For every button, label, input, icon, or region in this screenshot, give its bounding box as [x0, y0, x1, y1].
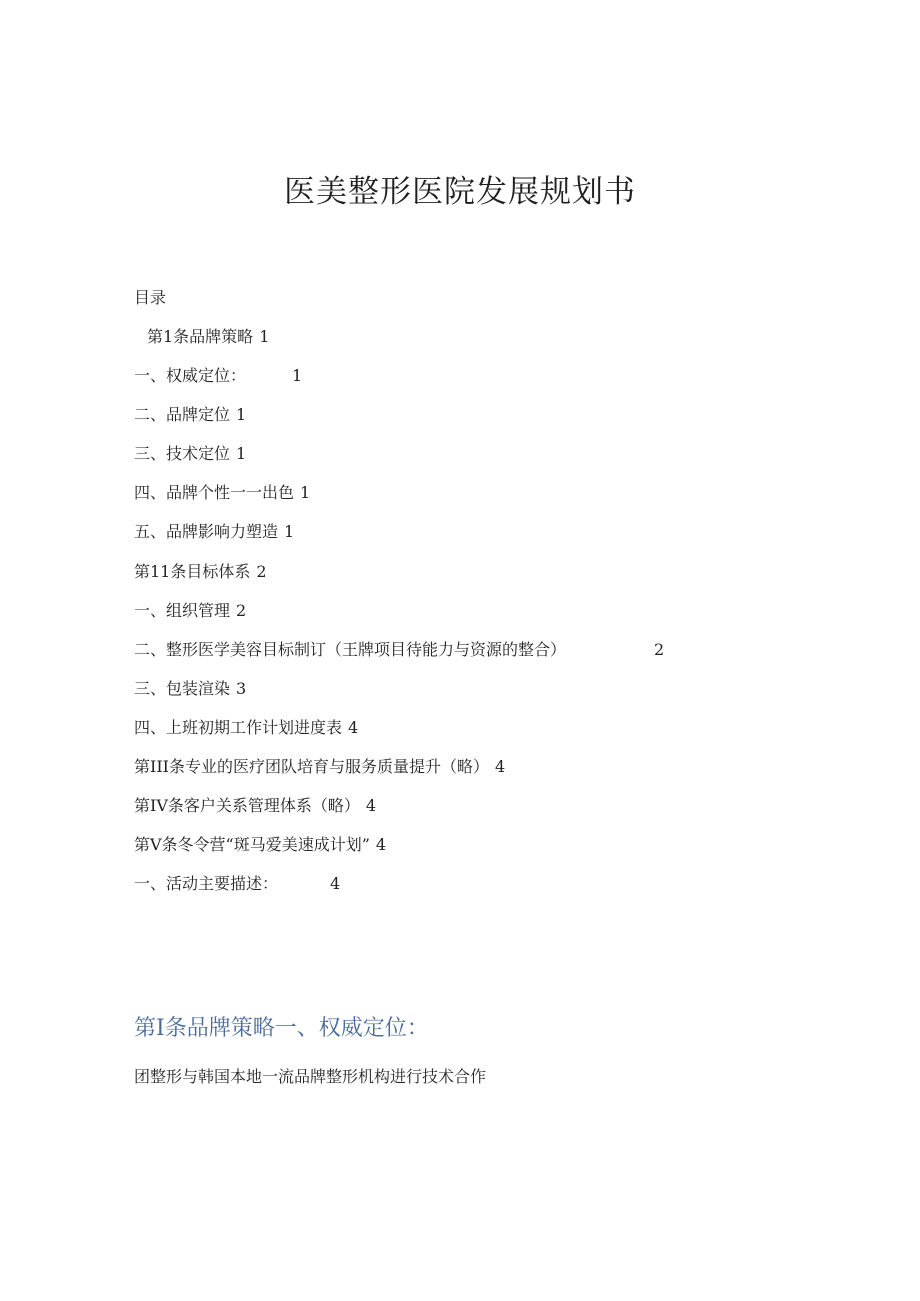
toc-item-text: 二、品牌定位 — [134, 405, 231, 425]
toc-item[interactable] — [134, 520, 794, 559]
toc-item-text: 五、品牌影响力塑造 — [134, 522, 279, 542]
toc-item-page: 2 — [654, 639, 665, 659]
toc-heading: 目录 — [134, 288, 167, 307]
body-paragraph: 团整形与韩国本地一流品牌整形机构进行技术合作 — [134, 1067, 487, 1086]
toc-item-text: 四、上班初期工作计划进度表 — [134, 717, 343, 737]
toc-item[interactable] — [134, 794, 794, 833]
toc-item[interactable] — [134, 481, 794, 520]
toc-item[interactable] — [134, 833, 794, 872]
toc-item[interactable] — [134, 755, 794, 794]
toc-item-text: 第III条专业的医疗团队培育与服务质量提升（略） — [134, 757, 489, 777]
toc-item-page: 1 — [292, 366, 303, 386]
toc-item[interactable] — [134, 872, 794, 911]
toc-item[interactable] — [134, 716, 794, 755]
toc-item-text: 二、整形医学美容目标制订（王牌项目待能力与资源的整合） — [134, 639, 567, 659]
toc-item-page: 2 — [256, 561, 267, 581]
toc-item-text: 第V条冬令营“斑马爱美速成计划” — [134, 835, 370, 855]
toc-item-text: 一、活动主要描述： — [134, 874, 279, 894]
toc-item[interactable] — [134, 560, 794, 599]
toc-item[interactable] — [134, 677, 794, 716]
toc-item-page: 3 — [236, 678, 247, 698]
toc-item-text: 第IV条客户关系管理体系（略） — [134, 796, 360, 816]
toc-item-page: 4 — [330, 874, 341, 894]
toc-item-page: 4 — [365, 796, 377, 816]
toc-item[interactable] — [134, 442, 794, 481]
toc-item-page: 1 — [236, 444, 247, 464]
toc-item[interactable] — [134, 403, 794, 442]
toc-item-page: 4 — [494, 757, 506, 777]
toc-item[interactable] — [134, 638, 794, 677]
toc-item-text: 三、技术定位 — [134, 444, 231, 464]
toc-item-page: 1 — [236, 405, 247, 425]
document-title: 医美整形医院发展规划书 — [284, 174, 636, 210]
toc-item-text: 三、包装渲染 — [134, 678, 231, 698]
toc-item-page: 1 — [300, 483, 311, 503]
toc-item[interactable] — [134, 325, 794, 364]
toc-item[interactable] — [134, 599, 794, 638]
toc-item-page: 1 — [284, 522, 295, 542]
toc-item-text: 四、品牌个性一一出色 — [134, 483, 295, 503]
toc-item-page: 4 — [348, 717, 359, 737]
toc-item-text: 第11条目标体系 — [134, 561, 251, 581]
toc-item-text: 第1条品牌策略 — [147, 327, 254, 346]
toc-item-page: 1 — [259, 327, 270, 346]
toc-item-page: 2 — [236, 600, 247, 620]
toc-item-text: 一、权威定位： — [134, 366, 247, 386]
section-heading: 第I条品牌策略一、权威定位： — [134, 1016, 429, 1041]
toc-item-page: 4 — [375, 835, 387, 855]
toc-item-text: 一、组织管理 — [134, 600, 231, 620]
table-of-contents — [134, 325, 794, 911]
toc-item[interactable] — [134, 364, 794, 403]
